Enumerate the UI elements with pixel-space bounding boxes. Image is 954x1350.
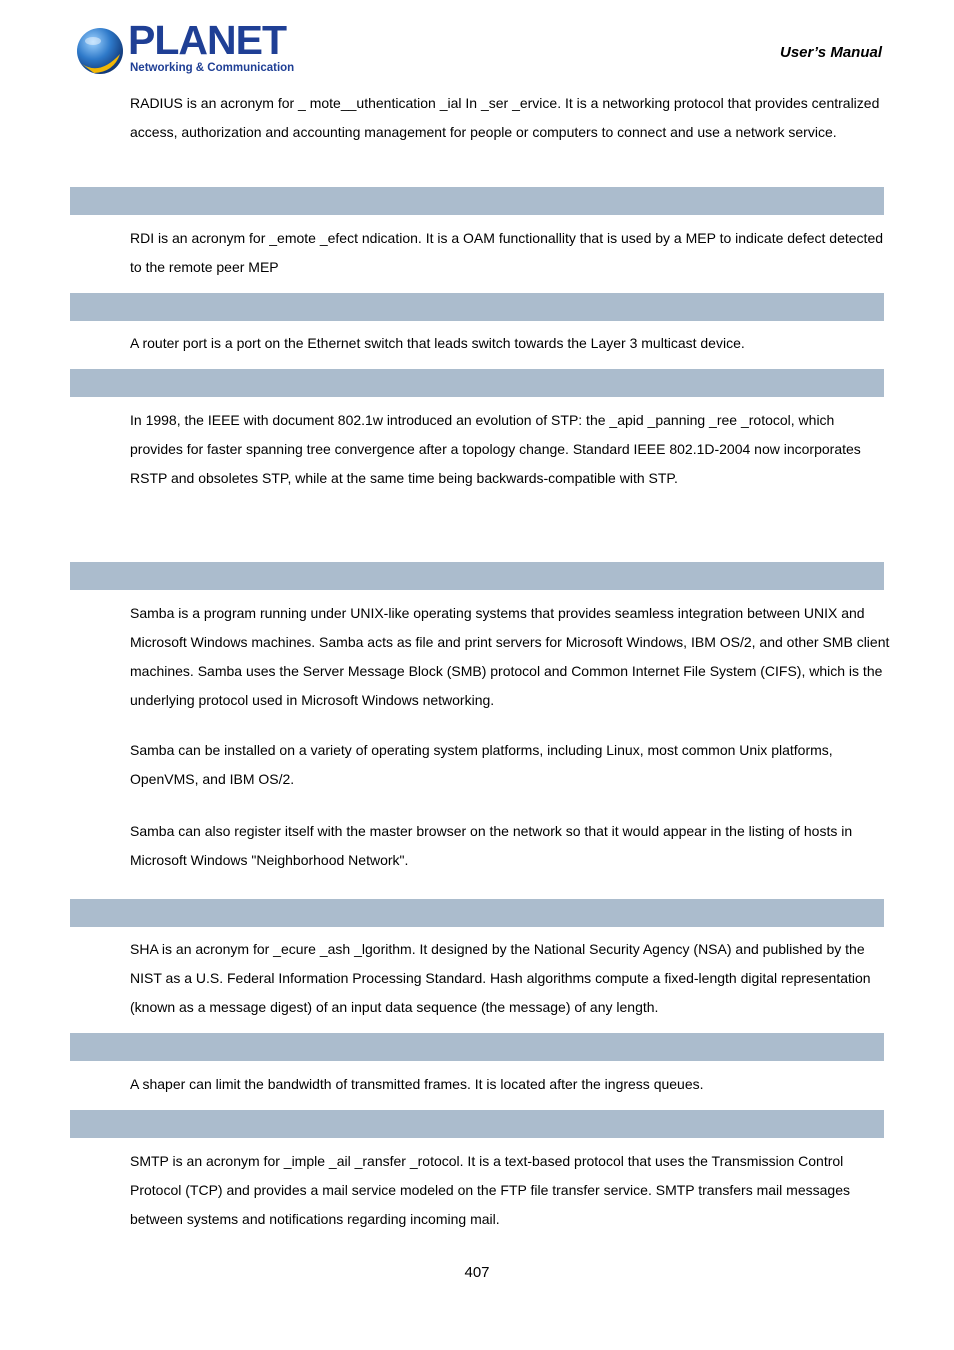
section-bar-samba — [70, 562, 884, 590]
samba-paragraph-3: Samba can also register itself with the master browser on the network so that it would appear in the listing of hosts in Microsoft Windows "Neighborhood Network". — [130, 823, 853, 868]
brand-tagline: Networking & Communication — [130, 62, 295, 74]
smtp-definition: SMTP is an acronym for _imple _ail _ransfer _rotocol. It is a text-based protocol that uses the Transmission Control Protocol (TCP) and provides a mail service modeled on the FTP file transfer service. SMTP transfers mail messages between systems and notifications regarding incoming mail. — [130, 1153, 850, 1227]
router-port-definition: A router port is a port on the Ethernet switch that leads switch towards the Layer 3 multicast device. — [130, 335, 745, 351]
section-bar-smtp — [70, 1110, 884, 1138]
sha-definition: SHA is an acronym for _ecure _ash _lgorithm. It designed by the National Security Agency (NSA) and published by the NIST as a U.S. Federal Information Processing Standard. Hash algorithms compute a fixed-length digital representation (known as a message digest) of an input data sequence (the message) of any length. — [130, 941, 871, 1015]
section-bar-rdi — [70, 187, 884, 215]
radius-definition: RADIUS is an acronym for _ mote__uthentication _ial In _ser _ervice. It is a networking protocol that provides centralized access, authorization and accounting management for people or computers to connect and use a network service. — [130, 95, 880, 140]
shaper-definition: A shaper can limit the bandwidth of transmitted frames. It is located after the ingress queues. — [130, 1076, 704, 1092]
page-number: 407 — [464, 1264, 490, 1281]
rstp-definition: In 1998, the IEEE with document 802.1w introduced an evolution of STP: the _apid _panning _ree _rotocol, which provides for faster spanning tree convergence after a topology change. Standard IEEE 802.1D-2004 now incorporates RSTP and obsoletes STP, while at the same time being backwards-compatible with STP. — [130, 412, 861, 486]
section-bar-shaper — [70, 1033, 884, 1061]
section-bar-rstp — [70, 369, 884, 397]
brand-name: PLANET — [128, 17, 286, 63]
section-bar-router-port — [70, 293, 884, 321]
planet-logo — [74, 17, 295, 78]
globe-icon — [74, 24, 126, 76]
section-bar-sha — [70, 899, 884, 927]
samba-paragraph-2: Samba can be installed on a variety of operating system platforms, including Linux, most common Unix platforms, OpenVMS, and IBM OS/2. — [130, 742, 833, 787]
rdi-definition: RDI is an acronym for _emote _efect ndication. It is a OAM functionallity that is used by a MEP to indicate defect detected to the remote peer MEP — [130, 230, 884, 275]
manual-title: User’s Manual — [780, 44, 882, 61]
samba-paragraph-1: Samba is a program running under UNIX-like operating systems that provides seamless integration between UNIX and Microsoft Windows machines. Samba acts as file and print servers for Microsoft Windows, IBM OS/2, and other SMB client machines. Samba uses the Server Message Block (SMB) protocol and Common Internet File System (CIFS), which is the underlying protocol used in Microsoft Windows networking. — [130, 605, 890, 708]
